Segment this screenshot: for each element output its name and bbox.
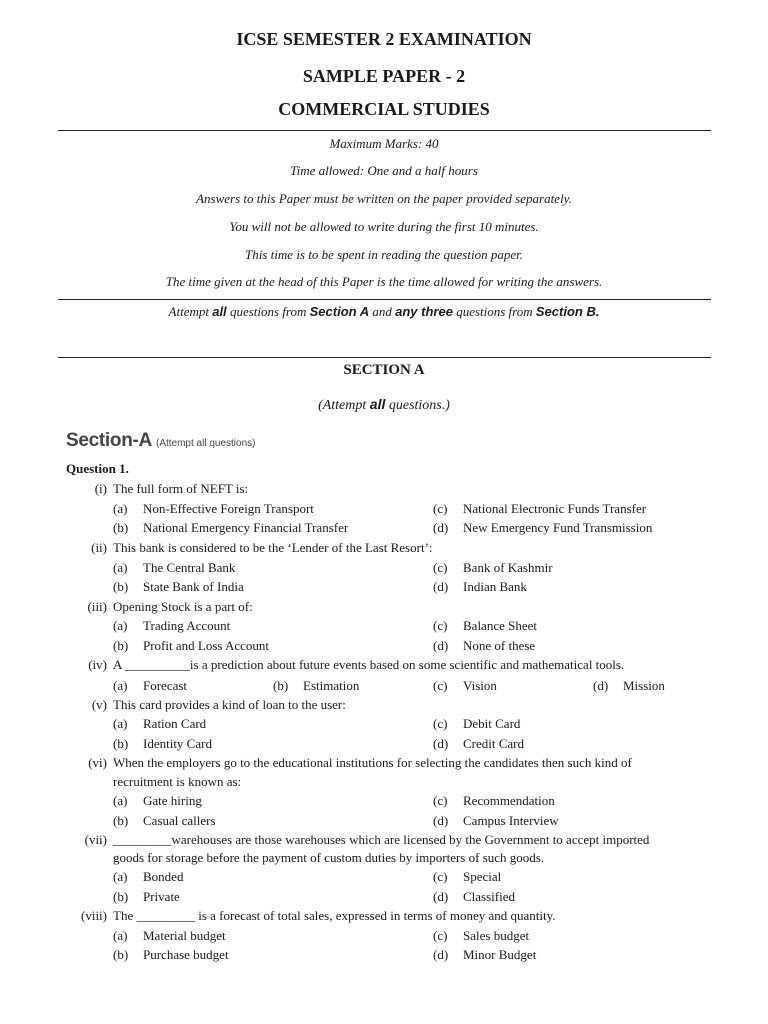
divider — [58, 130, 711, 131]
option-text: Profit and Loss Account — [143, 638, 270, 653]
option-letter: (a) — [113, 869, 128, 884]
instruction-line: You will not be allowed to write during the first 10 minutes. — [229, 219, 539, 234]
section-heading-label: Section-A — [66, 430, 152, 451]
option-text: Campus Interview — [463, 813, 559, 828]
attempt-emphasis: all — [212, 304, 227, 319]
option-letter: (c) — [433, 501, 448, 516]
option-text: Debit Card — [463, 716, 521, 731]
option-text: Special — [463, 869, 502, 884]
option-letter: (b) — [113, 638, 129, 653]
question-text: The _________ is a forecast of total sales, expressed in terms of money and quantity. — [113, 908, 556, 923]
option-letter: (d) — [433, 579, 449, 594]
instruction-line: This time is to be spent in reading the question paper. — [245, 247, 523, 262]
option-letter: (b) — [113, 520, 129, 535]
option-letter: (a) — [113, 928, 128, 943]
option-letter: (b) — [113, 813, 129, 828]
section-sub-emphasis: all — [369, 396, 386, 412]
option-letter: (b) — [273, 678, 289, 693]
question-number: (vi) — [88, 755, 107, 770]
option-text: Material budget — [143, 928, 226, 943]
option-text: Estimation — [303, 678, 360, 693]
option-letter: (d) — [433, 638, 449, 653]
section-sub-text: questions.) — [385, 398, 450, 413]
option-text: National Emergency Financial Transfer — [143, 520, 349, 535]
exam-title: ICSE SEMESTER 2 EXAMINATION — [236, 29, 532, 49]
option-text: Credit Card — [463, 736, 525, 751]
section-subtitle — [0, 396, 768, 414]
option-text: Classified — [463, 889, 515, 904]
attempt-emphasis: Section B. — [535, 304, 600, 319]
option-letter: (d) — [593, 678, 609, 693]
instruction-line: The time given at the head of this Paper is the time allowed for writing the answers. — [165, 274, 603, 289]
option-letter: (c) — [433, 928, 448, 943]
option-letter: (a) — [113, 560, 128, 575]
option-text: Minor Budget — [463, 947, 537, 962]
option-letter: (b) — [113, 947, 129, 962]
option-letter: (b) — [113, 736, 129, 751]
question-text: Opening Stock is a part of: — [113, 599, 253, 614]
section-title: SECTION A — [343, 362, 425, 378]
option-text: None of these — [463, 638, 536, 653]
paper-title: SAMPLE PAPER - 2 — [302, 66, 466, 86]
question-number: (iii) — [87, 599, 107, 614]
section-heading — [66, 430, 255, 452]
question-number: (v) — [91, 697, 107, 712]
question-number: (vii) — [84, 832, 107, 847]
option-text: Trading Account — [143, 618, 231, 633]
option-letter: (a) — [113, 793, 128, 808]
option-text: Vision — [463, 678, 497, 693]
option-letter: (a) — [113, 678, 128, 693]
question-text: goods for storage before the payment of custom duties by importers of such goods. — [113, 850, 545, 865]
question-text: _________warehouses are those warehouses which are licensed by the Government to accept imported — [113, 832, 650, 847]
option-text: Identity Card — [143, 736, 212, 751]
question-text: When the employers go to the educational institutions for selecting the candidates then such kind of — [113, 755, 632, 770]
option-text: The Central Bank — [143, 560, 236, 575]
attempt-emphasis: any three — [395, 304, 453, 319]
option-text: New Emergency Fund Transmission — [463, 520, 653, 535]
time-allowed: Time allowed: One and a half hours — [290, 163, 478, 178]
option-text: National Electronic Funds Transfer — [463, 501, 647, 516]
option-letter: (d) — [433, 736, 449, 751]
option-letter: (d) — [433, 813, 449, 828]
attempt-text: and — [369, 304, 396, 319]
section-sub-text: (Attempt — [318, 398, 370, 413]
subject-title: COMMERCIAL STUDIES — [278, 99, 490, 119]
question-number: (iv) — [88, 657, 107, 672]
option-letter: (c) — [433, 618, 448, 633]
question-number: (ii) — [91, 540, 107, 555]
option-text: Gate hiring — [143, 793, 202, 808]
option-text: Recommendation — [463, 793, 555, 808]
question-number: (viii) — [81, 908, 107, 923]
option-letter: (d) — [433, 520, 449, 535]
option-text: Forecast — [143, 678, 188, 693]
option-letter: (b) — [113, 889, 129, 904]
section-heading-note: (Attempt all questions) — [155, 438, 256, 449]
option-text: Non-Effective Foreign Transport — [143, 501, 314, 516]
question-text: A __________is a prediction about future events based on some scientific and mathematical tools. — [113, 657, 625, 672]
option-letter: (a) — [113, 716, 128, 731]
divider — [58, 357, 711, 358]
option-text: Ration Card — [143, 716, 207, 731]
option-letter: (d) — [433, 889, 449, 904]
max-marks: Maximum Marks: 40 — [329, 136, 439, 151]
instruction-line: Answers to this Paper must be written on the paper provided separately. — [196, 191, 572, 206]
divider — [58, 299, 711, 300]
option-letter: (c) — [433, 869, 448, 884]
option-letter: (c) — [433, 793, 448, 808]
option-letter: (c) — [433, 560, 448, 575]
option-text: Bonded — [143, 869, 184, 884]
option-letter: (a) — [113, 501, 128, 516]
option-text: Purchase budget — [143, 947, 229, 962]
question-number: (i) — [94, 481, 107, 496]
attempt-text: questions from — [452, 304, 536, 319]
option-text: Private — [143, 889, 180, 904]
option-text: Sales budget — [463, 928, 530, 943]
attempt-text: questions from — [226, 304, 310, 319]
question-text: recruitment is known as: — [113, 774, 242, 789]
option-text: Casual callers — [143, 813, 216, 828]
attempt-instruction — [0, 304, 768, 320]
attempt-emphasis: Section A — [309, 304, 370, 319]
option-text: Mission — [623, 678, 665, 693]
attempt-text: Attempt — [168, 304, 213, 319]
option-letter: (d) — [433, 947, 449, 962]
option-letter: (c) — [433, 716, 448, 731]
question-text: The full form of NEFT is: — [113, 481, 249, 496]
option-text: State Bank of India — [143, 579, 244, 594]
question-title: Question 1. — [66, 461, 129, 476]
option-text: Balance Sheet — [463, 618, 537, 633]
option-text: Bank of Kashmir — [463, 560, 553, 575]
option-letter: (b) — [113, 579, 129, 594]
option-letter: (c) — [433, 678, 448, 693]
question-text: This bank is considered to be the ‘Lender of the Last Resort’: — [113, 540, 433, 555]
question-text: This card provides a kind of loan to the user: — [113, 697, 346, 712]
option-letter: (a) — [113, 618, 128, 633]
option-text: Indian Bank — [463, 579, 527, 594]
